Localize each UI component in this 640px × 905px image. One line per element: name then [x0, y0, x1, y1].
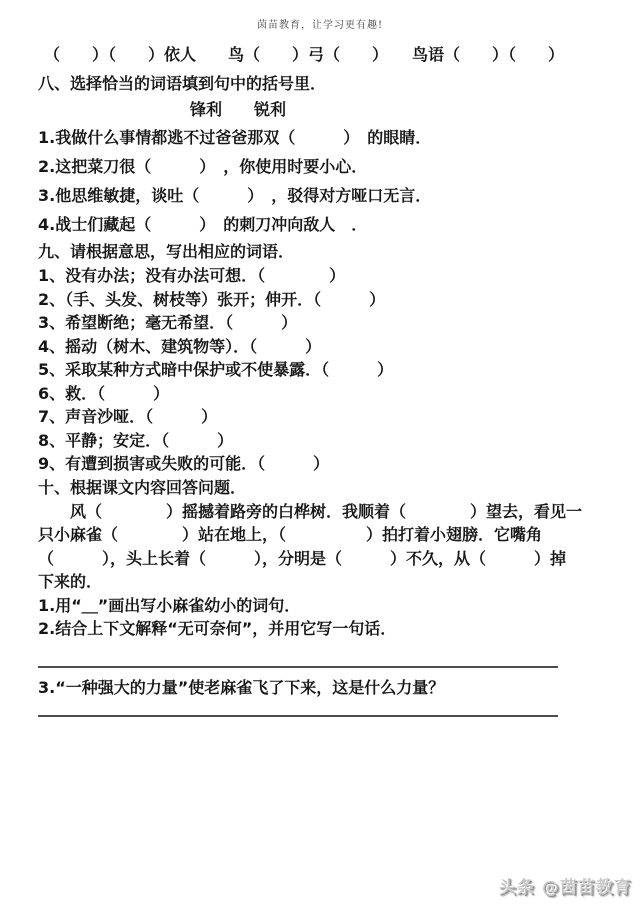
toutiao-watermark	[499, 873, 632, 898]
answer-blank-line-1	[38, 666, 558, 668]
question-1: 1.用“＿”画出写小麻雀幼小的词句．	[38, 595, 301, 615]
section-nine-title: 九、请根据意思，写出相应的词语．	[38, 242, 295, 261]
section-eight-title: 八、选择恰当的词语填到句中的括号里．	[38, 74, 327, 93]
section-eight-item-2: 2.这把菜刀很（ ） ，你使用时要小心．	[38, 157, 368, 176]
section-eight-item-3: 3.他思维敏捷，谈吐（ ） ，驳得对方哑口无言．	[38, 186, 432, 205]
question-3: 3.“一种强大的力量”使老麻雀飞了下来，这是什么力量？	[38, 677, 445, 697]
section-nine-item-4: 4、摇动（树木、建筑物等）．（ ）	[38, 336, 322, 356]
section-eight-item-4: 4.战士们藏起（ ） 的刺刀冲向敌人 ．	[38, 215, 368, 234]
section-nine-item-7: 7、声音沙哑．（ ）	[38, 407, 218, 426]
passage-line-3: （ ），头上长着（ ），分明是（ ）不久，从（ ）掉	[38, 548, 567, 568]
worksheet-content	[38, 40, 610, 717]
answer-blank-line-2	[38, 715, 558, 717]
question-2: 2.结合上下文解释“无可奈何”，并用它写一句话．	[38, 619, 397, 638]
header-slogan: 茵苗教育，让学习更有趣!	[256, 20, 384, 31]
idiom-fill-line: （ ）（ ）依人 鸟（ ）弓（ ） 鸟语（ ）（ ）	[44, 45, 565, 64]
section-nine-item-8: 8、平静；安定．（ ）	[38, 430, 234, 450]
section-nine-item-6: 6、救．（ ）	[38, 383, 170, 403]
section-nine-item-5: 5、采取某种方式暗中保护或不使暴露．（ ）	[38, 360, 394, 379]
section-ten-title: 十、根据课文内容回答问题．	[38, 477, 247, 497]
word-bank: 锋利 锐利	[190, 100, 287, 119]
section-eight-item-1: 1.我做什么事情都逃不过爸爸那双（ ） 的眼睛．	[38, 128, 432, 147]
section-nine-item-3: 3、希望断绝；毫无希望．（ ）	[38, 313, 298, 332]
passage-line-4: 下来的．	[38, 572, 103, 591]
passage-line-1: 风（ ）摇撼着路旁的白桦树．我顺着（ ）望去，看见一	[38, 501, 583, 521]
watermark-text: 头条 @茵苗教育	[499, 878, 632, 898]
passage-line-2: 只小麻雀（ ）站在地上，（ ）拍打着小翅膀．它嘴角	[38, 525, 543, 544]
section-nine-item-2: 2、（手、头发、树枝等）张开；伸开．（ ）	[38, 289, 386, 309]
section-nine-item-1: 1、没有办法；没有办法可想．（ ）	[38, 266, 346, 285]
section-nine-item-9: 9、有遭到损害或失败的可能．（ ）	[38, 454, 330, 473]
